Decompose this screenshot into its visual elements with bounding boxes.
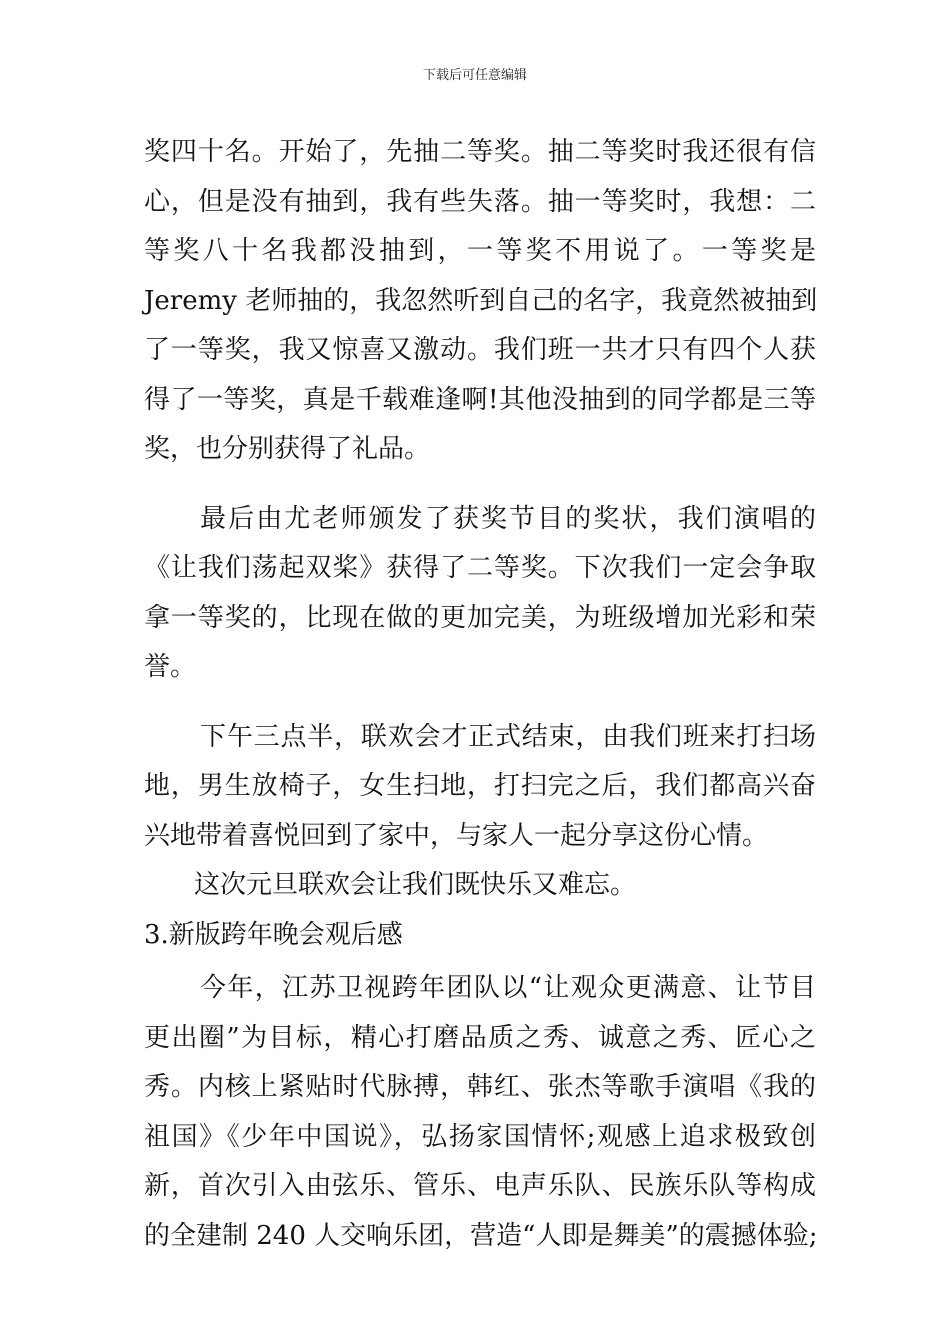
text-line: 下午三点半，联欢会才正式结束，由我们班来打扫场 xyxy=(200,721,816,752)
text-line: 奖四十名。开始了，先抽二等奖。抽二等奖时我还很有信 xyxy=(144,137,816,167)
text-line: 更出圈”为目标，精心打磨品质之秀、诚意之秀、匠心之 xyxy=(144,1022,816,1053)
document-body xyxy=(144,128,816,1261)
text-line: 兴地带着喜悦回到了家中，与家人一起分享这份心情。 xyxy=(144,820,769,851)
text-line: 地，男生放椅子，女生扫地，打扫完之后，我们都高兴奋 xyxy=(144,771,816,801)
text-line: 祖国》《少年中国说》，弘扬家国情怀;观感上追求极致创 xyxy=(144,1121,816,1152)
text-line: 奖，也分别获得了礼品。 xyxy=(144,434,431,464)
text-line: 最后由尤老师颁发了获奖节目的奖状，我们演唱的 xyxy=(200,503,816,534)
text-line: 了一等奖，我又惊喜又激动。我们班一共才只有四个人获 xyxy=(144,335,816,365)
text-line: Jeremy 老师抽的，我忽然听到自己的名字，我竟然被抽到 xyxy=(144,285,818,316)
text-line: 誉。 xyxy=(144,652,197,682)
text-line: 心，但是没有抽到，我有些失落。抽一等奖时，我想：二 xyxy=(144,186,816,217)
paragraph-conclusion xyxy=(144,861,816,911)
paragraph-gala-review xyxy=(144,964,816,1261)
text-line: 《让我们荡起双桨》获得了二等奖。下次我们一定会争取 xyxy=(144,553,816,583)
text-line: 的全建制 240 人交响乐团，营造“人即是舞美”的震撼体验; xyxy=(144,1220,818,1251)
text-line: 秀。内核上紧贴时代脉搏，韩红、张杰等歌手演唱《我的 xyxy=(144,1072,816,1102)
page-header: 下载后可任意编辑 xyxy=(422,68,527,83)
text-line: 拿一等奖的，比现在做的更加完美，为班级增加光彩和荣 xyxy=(144,602,816,633)
text-line: 等奖八十名我都没抽到，一等奖不用说了。一等奖是 xyxy=(144,236,816,266)
text-line: 今年，江苏卫视跨年团队以“让观众更满意、让节目 xyxy=(200,973,816,1003)
text-line: 新，首次引入由弦乐、管乐、电声乐队、民族乐队等构成 xyxy=(144,1171,816,1201)
section-heading: 3.新版跨年晚会观后感 xyxy=(144,919,403,950)
paragraph-award xyxy=(144,495,816,693)
text-line: 这次元旦联欢会让我们既快乐又难忘。 xyxy=(194,870,637,900)
paragraph-lottery xyxy=(144,128,816,475)
paragraph-cleanup xyxy=(144,713,816,862)
text-line: 得了一等奖，真是千载难逢啊!其他没抽到的同学都是三等 xyxy=(144,384,816,415)
